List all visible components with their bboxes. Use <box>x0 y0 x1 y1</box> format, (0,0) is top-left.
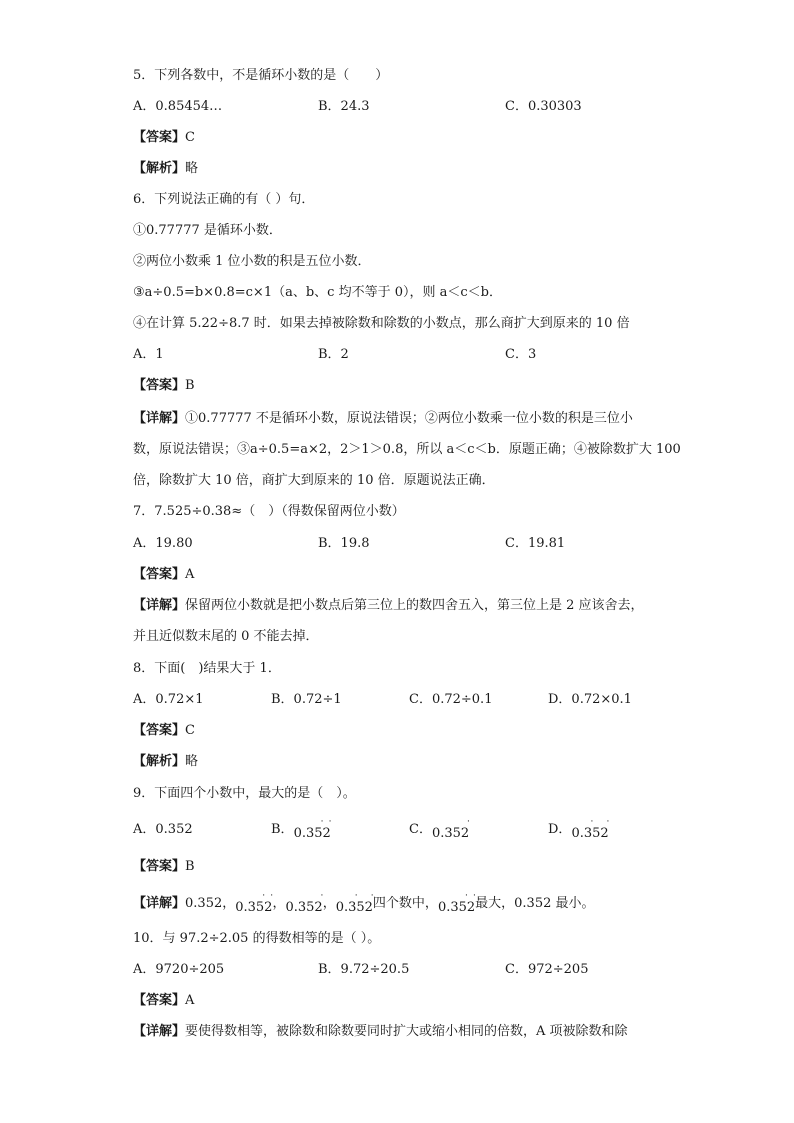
q6-detail-3: 倍，除数扩大 10 倍，商扩大到原来的 10 倍．原题说法正确． <box>133 473 495 488</box>
q6-item-1: ①0.77777 是循环小数． <box>133 223 282 238</box>
q5-option-a: A．0.85454… <box>133 99 223 114</box>
detail-label: 【详解】 <box>133 1024 186 1039</box>
option-letter: B． <box>271 822 294 837</box>
analysis-value: 略 <box>185 754 199 769</box>
repeat-dot: · <box>370 891 374 901</box>
repeat-dot: · <box>328 817 332 827</box>
q6-item-3: ③a÷0.5=b×0.8=c×1（a、b、c 均不等于 0），则 a＜c＜b． <box>133 285 502 300</box>
repeat-dot: · <box>270 891 274 901</box>
answer-label: 【答案】 <box>133 130 186 145</box>
detail-text: 0.352， <box>185 896 236 911</box>
answer-value: C <box>185 130 195 145</box>
repeating-decimal <box>235 891 274 917</box>
q6-option-b: B．2 <box>318 347 349 362</box>
q8-stem: 8．下面( )结果大于 1． <box>133 661 281 676</box>
q8-analysis <box>133 753 198 771</box>
q7-detail-1 <box>133 597 644 615</box>
repeating-decimal-digits: 0.352 <box>285 900 323 915</box>
repeat-dot: · <box>320 891 324 901</box>
q10-option-a: A．9720÷205 <box>133 962 225 977</box>
q5-answer <box>133 129 195 147</box>
q10-option-c: C．972÷205 <box>505 962 589 977</box>
repeating-decimal <box>431 817 470 843</box>
q5-option-c: C．0.30303 <box>505 99 582 114</box>
q9-stem: 9．下面四个小数中，最大的是（ ）。 <box>133 786 356 801</box>
analysis-value: 略 <box>185 161 199 176</box>
answer-label: 【答案】 <box>133 723 186 738</box>
repeat-dot: · <box>466 817 470 827</box>
answer-value: B <box>185 859 195 874</box>
answer-value: C <box>185 723 195 738</box>
answer-label: 【答案】 <box>133 567 186 582</box>
q9-answer <box>133 858 195 876</box>
repeating-decimal-digits: 0.352 <box>437 900 476 915</box>
repeat-dot: · <box>354 891 358 901</box>
repeating-decimal <box>335 891 374 917</box>
q6-answer <box>133 377 195 395</box>
detail-label: 【详解】 <box>133 411 186 426</box>
q9-option-c <box>409 817 470 841</box>
q5-options <box>133 98 693 116</box>
option-letter: A． <box>133 822 156 837</box>
repeating-decimal <box>437 891 476 917</box>
repeat-dot: · <box>590 817 594 827</box>
q6-option-a: A．1 <box>133 347 164 362</box>
q9-option-b <box>271 817 332 841</box>
q7-detail-2: 并且近似数末尾的 0 不能去掉． <box>133 629 319 644</box>
q7-stem: 7．7.525÷0.38≈（ ）（得数保留两位小数） <box>133 504 405 519</box>
detail-text: 要使得数相等，被除数和除数要同时扩大或缩小相同的倍数，A 项被除数和除 <box>185 1024 628 1039</box>
q9-options <box>133 817 693 841</box>
answer-label: 【答案】 <box>133 993 186 1008</box>
detail-text: ①0.77777 不是循环小数，原说法错误；②两位小数乘一位小数的积是三位小 <box>185 411 633 426</box>
q5-option-b: B．24.3 <box>318 99 370 114</box>
q7-option-b: B．19.8 <box>318 536 370 551</box>
repeating-decimal-digits: 0.352 <box>431 826 470 841</box>
analysis-label: 【解析】 <box>133 161 186 176</box>
option-letter: C． <box>409 822 432 837</box>
q8-option-c: C．0.72÷0.1 <box>409 692 493 707</box>
q7-option-c: C．19.81 <box>505 536 566 551</box>
repeating-decimal-digits: 0.352 <box>571 826 609 841</box>
answer-value: A <box>185 993 195 1008</box>
q6-item-2: ②两位小数乘 1 位小数的积是五位小数． <box>133 254 371 269</box>
q7-answer <box>133 566 194 584</box>
repeating-decimal-digits: 0.352 <box>235 900 273 915</box>
repeat-dot: · <box>472 891 476 901</box>
repeat-dot: · <box>262 891 266 901</box>
q10-option-b: B．9.72÷20.5 <box>318 962 410 977</box>
detail-text: 保留两位小数就是把小数点后第三位上的数四舍五入，第三位上是 2 应该舍去， <box>185 598 644 613</box>
q10-detail <box>133 1023 628 1041</box>
q5-analysis <box>133 160 198 178</box>
answer-value: B <box>185 378 195 393</box>
separator: ， <box>272 896 286 911</box>
q6-option-c: C．3 <box>505 347 537 362</box>
detail-label: 【详解】 <box>133 896 186 911</box>
q8-options <box>133 691 693 709</box>
q6-options <box>133 346 693 364</box>
repeat-dot: · <box>464 891 468 901</box>
option-letter: D． <box>548 822 572 837</box>
q6-stem: 6．下列说法正确的有（ ）句． <box>133 192 315 207</box>
q8-answer <box>133 722 195 740</box>
answer-value: A <box>185 567 195 582</box>
detail-label: 【详解】 <box>133 598 186 613</box>
q8-option-b: B．0.72÷1 <box>271 692 342 707</box>
q7-option-a: A．19.80 <box>133 536 193 551</box>
q10-stem: 10．与 97.2÷2.05 的得数相等的是（ ）。 <box>133 931 381 946</box>
q6-item-4: ④在计算 5.22÷8.7 时．如果去掉被除数和除数的小数点，那么商扩大到原来的 10 倍 <box>133 316 630 331</box>
detail-text: 四个数中， <box>372 896 438 911</box>
q6-detail-1 <box>133 410 633 428</box>
repeat-dot: · <box>320 817 324 827</box>
q9-option-a <box>133 821 193 839</box>
q8-option-d: D．0.72×0.1 <box>548 692 632 707</box>
q6-detail-2: 数，原说法错误；③a÷0.5=a×2，2＞1＞0.8，所以 a＜c＜b．原题正确；④被除数扩大 100 <box>133 442 681 457</box>
repeating-decimal <box>571 817 610 843</box>
repeating-decimal <box>293 817 332 843</box>
analysis-label: 【解析】 <box>133 754 186 769</box>
q5-stem: 5．下列各数中，不是循环小数的是（ ） <box>133 68 389 83</box>
answer-label: 【答案】 <box>133 378 186 393</box>
q10-answer <box>133 992 194 1010</box>
q9-option-d <box>548 817 610 841</box>
q9-detail <box>133 891 595 915</box>
repeat-dot: · <box>606 817 610 827</box>
repeating-decimal <box>285 891 324 917</box>
option-value: 0.352 <box>155 822 193 837</box>
separator: ， <box>322 896 336 911</box>
q8-option-a: A．0.72×1 <box>133 692 204 707</box>
q7-options <box>133 535 693 553</box>
answer-label: 【答案】 <box>133 859 186 874</box>
repeating-decimal-digits: 0.352 <box>335 900 373 915</box>
detail-text: 最大，0.352 最小。 <box>475 896 595 911</box>
q10-options <box>133 961 693 979</box>
repeating-decimal-digits: 0.352 <box>293 826 331 841</box>
